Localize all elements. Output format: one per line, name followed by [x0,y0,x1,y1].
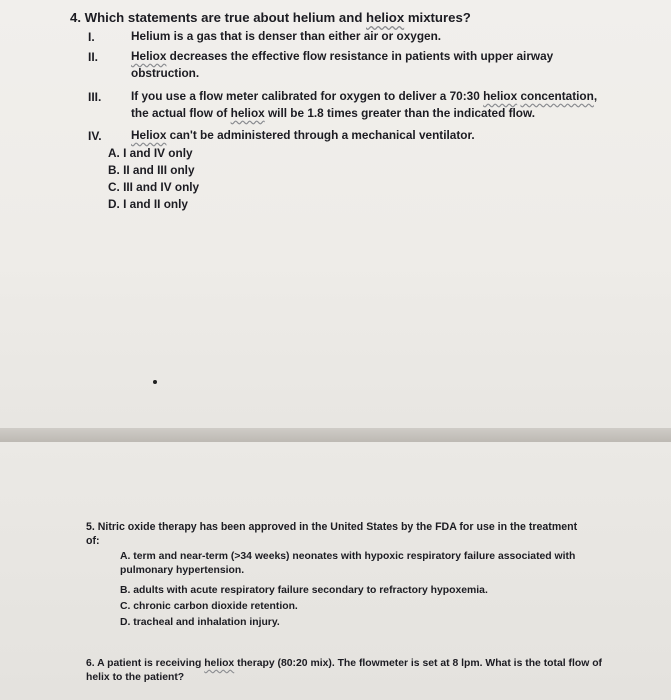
statement-text [131,88,611,122]
statement-number: IV. [88,129,102,143]
question-6-text-end: therapy (80:20 mix). The flowmeter is set at 8 lpm. What is the total flow of helix to the patient? [86,658,603,683]
statement-text [131,127,611,144]
statement-line: can't be administered through a mechanical ventilator. [166,128,475,142]
statement-line: will be 1.8 times greater than the indicated flow. [264,106,536,120]
question-6 [86,657,606,685]
question-4-title [70,10,471,25]
q5-option-b[interactable]: B. adults with acute respiratory failure secondary to refractory hypoxemia. [120,585,488,596]
punctuation: , [593,89,598,103]
ink-dot [153,380,157,384]
statement-line: obstruction. [131,66,200,80]
misspelled-word: Heliox [131,128,167,142]
title-text-end: mixtures? [404,10,471,25]
statement-number: III. [88,90,102,104]
answer-option-a[interactable]: A. I and IV only [108,146,193,160]
statement-text [131,48,611,82]
question-5-stem: 5. Nitric oxide therapy has been approved in the United States by the FDA for use in the treatment of: [86,521,578,547]
misspelled-word: concentation [520,89,594,103]
title-text: 4. Which statements are true about helium and [70,10,367,25]
q5-option-d[interactable]: D. tracheal and inhalation injury. [120,617,280,628]
page-divider [0,428,671,442]
answer-option-b[interactable]: B. II and III only [108,163,195,177]
question-6-text: 6. A patient is receiving [86,658,205,669]
misspelled-word: heliox [204,658,235,669]
q5-option-a[interactable]: A. term and near-term (>34 weeks) neonates with hypoxic respiratory failure associated with pulmonary hypertension. [120,551,576,576]
statement-number: II. [88,50,99,64]
statement-number: I. [88,30,95,44]
statement-line: If you use a flow meter calibrated for oxygen to deliver a 70:30 [131,89,484,103]
answer-option-c[interactable]: C. III and IV only [108,180,200,194]
statement-line: the actual flow of [131,106,231,120]
misspelled-word: heliox [483,89,518,103]
misspelled-word: heliox [230,106,265,120]
answer-option-d[interactable]: D. I and II only [108,197,188,211]
misspelled-word: Heliox [131,49,167,63]
misspelled-word: heliox [366,10,405,25]
statement-text: Helium is a gas that is denser than either air or oxygen. [131,29,442,43]
q5-option-c[interactable]: C. chronic carbon dioxide retention. [120,601,298,612]
statement-line: decreases the effective flow resistance in patients with upper airway [166,49,554,63]
